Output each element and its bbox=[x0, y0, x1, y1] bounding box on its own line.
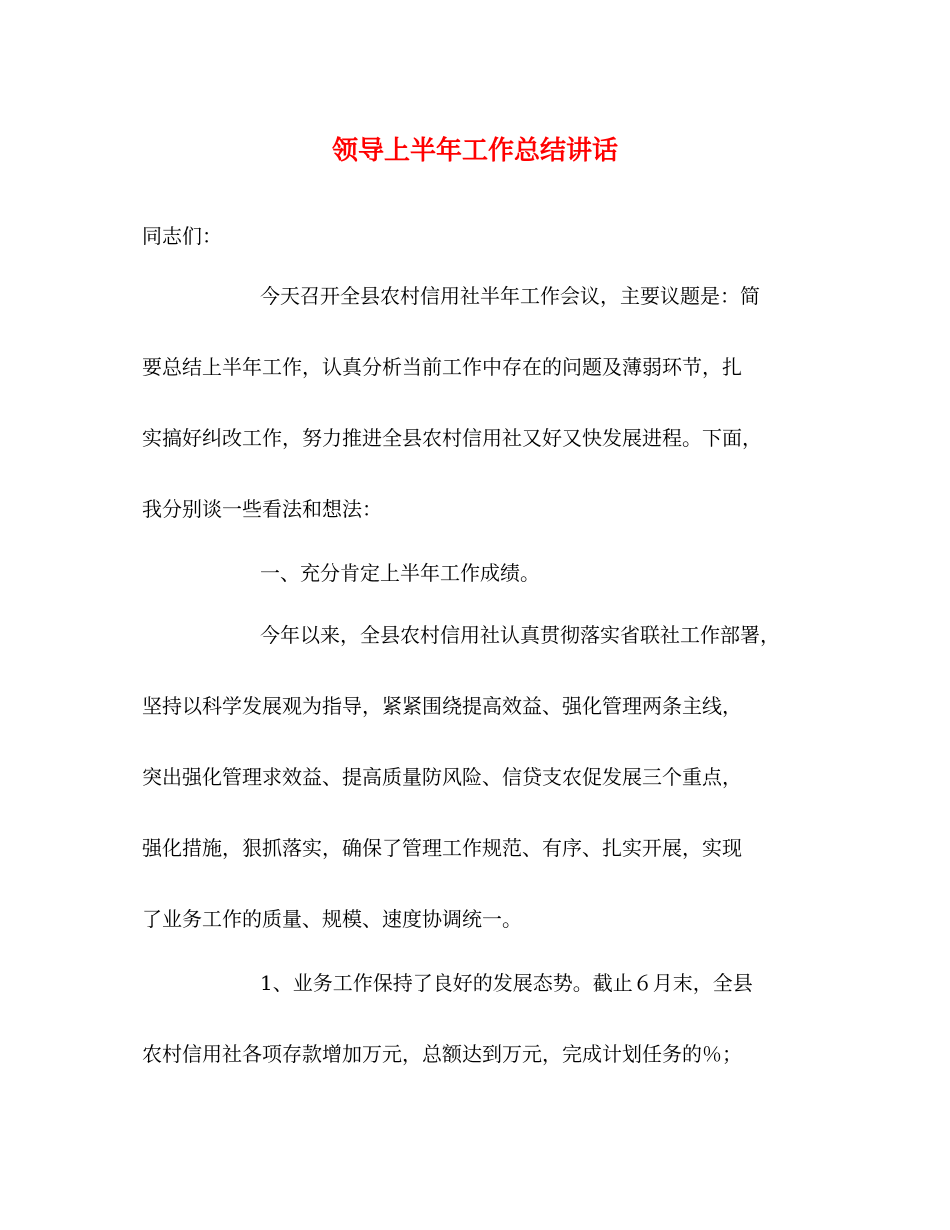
paragraph-line: 农村信用社各项存款增加万元，总额达到万元，完成计划任务的％； bbox=[142, 1042, 742, 1066]
paragraph-line: 1、业务工作保持了良好的发展态势。截止６月末，全县 bbox=[260, 971, 753, 995]
paragraph-line: 要总结上半年工作，认真分析当前工作中存在的问题及薄弱环节，扎 bbox=[142, 355, 742, 379]
paragraph-line: 今天召开全县农村信用社半年工作会议，主要议题是：简 bbox=[260, 284, 760, 308]
section-heading: 一、充分肯定上半年工作成绩。 bbox=[260, 561, 540, 585]
salutation-line: 同志们： bbox=[142, 224, 222, 248]
paragraph-line: 实搞好纠改工作，努力推进全县农村信用社又好又快发展进程。下面， bbox=[142, 426, 762, 450]
paragraph-line: 坚持以科学发展观为指导，紧紧围绕提高效益、强化管理两条主线， bbox=[142, 694, 742, 718]
paragraph-line: 了业务工作的质量、规模、速度协调统一。 bbox=[142, 907, 522, 931]
paragraph-line: 今年以来，全县农村信用社认真贯彻落实省联社工作部署， bbox=[260, 623, 780, 647]
paragraph-line: 强化措施，狠抓落实，确保了管理工作规范、有序、扎实开展，实现 bbox=[142, 836, 742, 860]
paragraph-line: 突出强化管理求效益、提高质量防风险、信贷支农促发展三个重点， bbox=[142, 765, 742, 789]
paragraph-line: 我分别谈一些看法和想法： bbox=[142, 497, 382, 521]
document-title: 领导上半年工作总结讲话 bbox=[331, 136, 618, 166]
